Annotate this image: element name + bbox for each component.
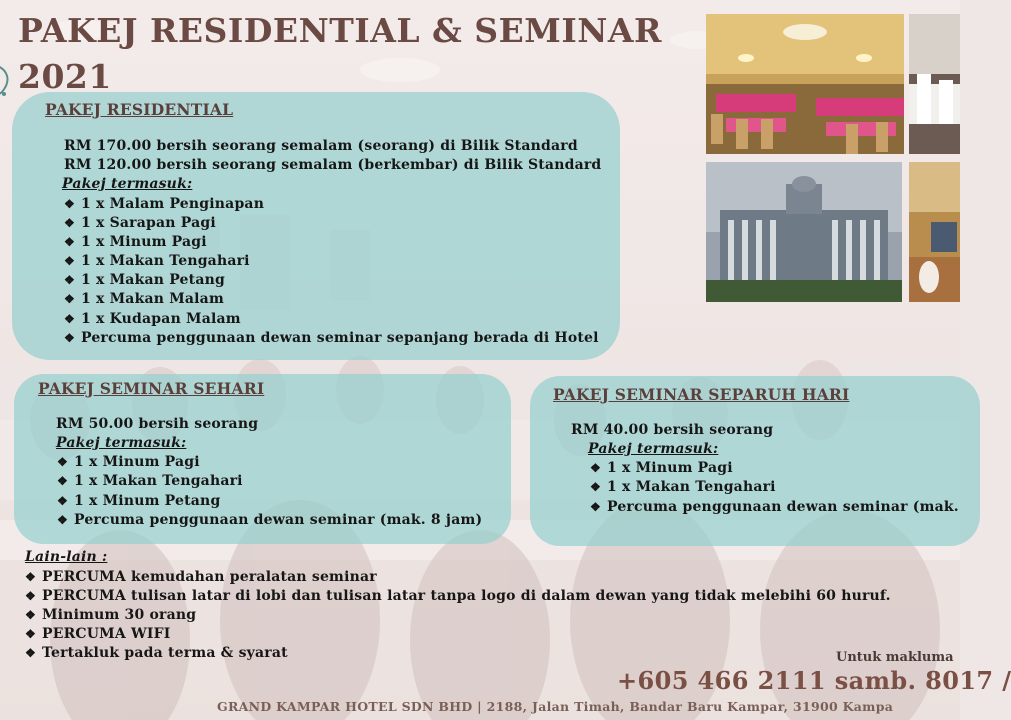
list-item: ❖ 1 x Sarapan Pagi	[64, 215, 216, 231]
contact-phone[interactable]: +605 466 2111 samb. 8017 /	[617, 666, 1011, 695]
list-item: ❖ PERCUMA WIFI	[25, 626, 171, 642]
list-item: ❖ Percuma penggunaan dewan seminar (mak.	[590, 499, 959, 515]
list-item: ❖ 1 x Minum Pagi	[64, 234, 207, 250]
seminar-half-heading: PAKEJ SEMINAR SEPARUH HARI	[553, 385, 850, 404]
residential-includes-label: Pakej termasuk:	[62, 176, 193, 192]
footer-address: GRAND KAMPAR HOTEL SDN BHD | 2188, Jalan Timah, Bandar Baru Kampar, 31900 Kampa	[217, 699, 894, 714]
residential-price-twin: RM 120.00 bersih seorang semalam (berkembar) di Bilik Standard	[64, 157, 602, 173]
list-item: ❖ 1 x Makan Malam	[64, 291, 224, 307]
residential-price-single: RM 170.00 bersih seorang semalam (seorang) di Bilik Standard	[64, 138, 578, 154]
seminar-half-includes-label: Pakej termasuk:	[588, 441, 719, 457]
seminar-half-price: RM 40.00 bersih seorang	[571, 422, 774, 438]
photo-banquet-hall	[909, 14, 960, 154]
list-item: ❖ PERCUMA kemudahan peralatan seminar	[25, 569, 377, 585]
contact-label: Untuk makluma	[836, 650, 954, 665]
list-item: ❖ 1 x Makan Petang	[64, 272, 225, 288]
photo-meeting-room	[909, 162, 960, 302]
list-item: ❖ Percuma penggunaan dewan seminar sepanjang berada di Hotel	[64, 330, 599, 346]
list-item: ❖ 1 x Makan Tengahari	[57, 473, 243, 489]
ornament-icon	[0, 62, 16, 98]
list-item: ❖ Percuma penggunaan dewan seminar (mak. 8 jam)	[57, 512, 482, 528]
list-item: ❖ 1 x Minum Pagi	[590, 460, 733, 476]
title-line-1: PAKEJ RESIDENTIAL & SEMINAR	[18, 11, 662, 50]
list-item: ❖ Tertakluk pada terma & syarat	[25, 645, 288, 661]
list-item: ❖ 1 x Makan Tengahari	[64, 253, 250, 269]
title-line-2: 2021	[18, 57, 112, 96]
list-item: ❖ 1 x Kudapan Malam	[64, 311, 241, 327]
others-label: Lain-lain :	[25, 549, 108, 565]
list-item: ❖ Minimum 30 orang	[25, 607, 196, 623]
list-item: ❖ 1 x Minum Petang	[57, 493, 220, 509]
seminar-day-heading: PAKEJ SEMINAR SEHARI	[38, 379, 265, 398]
photo-hotel-building	[706, 162, 902, 302]
page-title	[18, 8, 662, 100]
residential-heading: PAKEJ RESIDENTIAL	[45, 100, 234, 119]
seminar-day-price: RM 50.00 bersih seorang	[56, 416, 259, 432]
list-item: ❖ 1 x Minum Pagi	[57, 454, 200, 470]
list-item: ❖ 1 x Makan Tengahari	[590, 479, 776, 495]
list-item: ❖ PERCUMA tulisan latar di lobi dan tulisan latar tanpa logo di dalam dewan yang tidak melebihi 60 huruf.	[25, 588, 891, 604]
list-item: ❖ 1 x Malam Penginapan	[64, 196, 264, 212]
seminar-day-includes-label: Pakej termasuk:	[56, 435, 187, 451]
photo-seminar-room-pink	[706, 14, 904, 154]
